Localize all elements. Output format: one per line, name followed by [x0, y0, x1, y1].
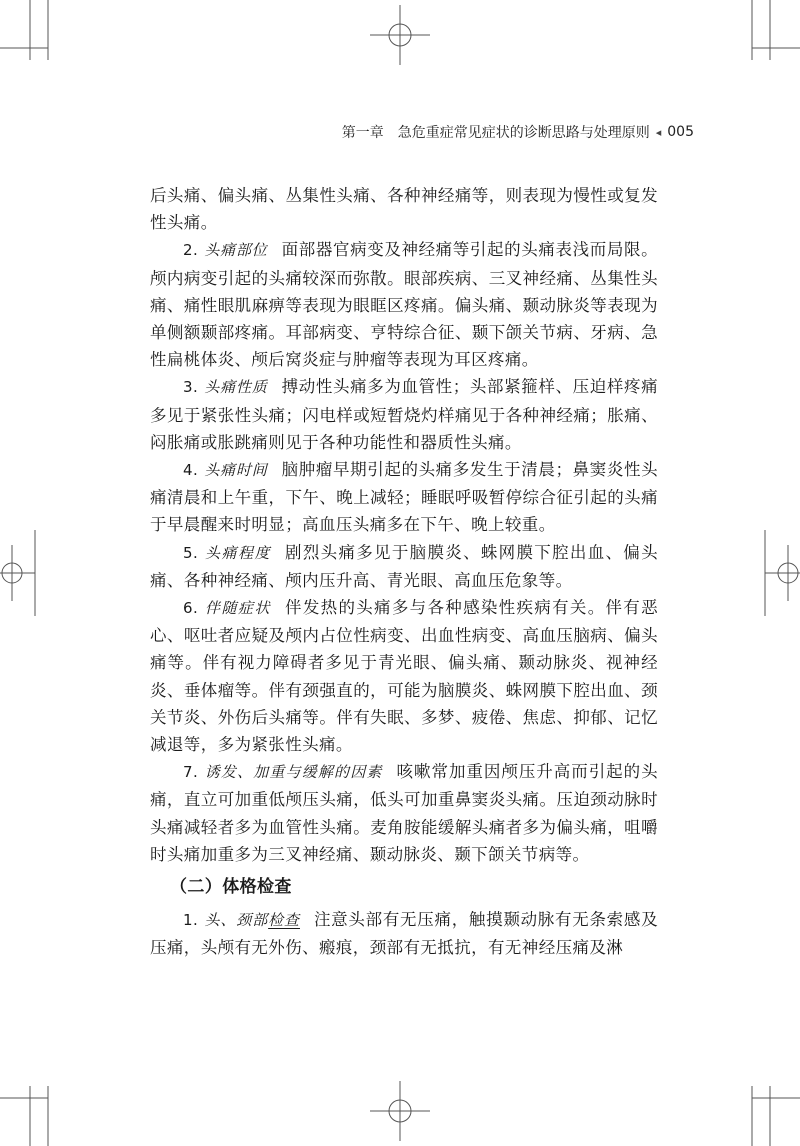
item-number: 5. — [183, 543, 199, 562]
exam-paragraph — [150, 906, 658, 961]
item-paragraph — [150, 456, 658, 539]
item-number: 7. — [183, 763, 199, 782]
item-number: 6. — [183, 599, 199, 618]
item-lead: 诱发、加重与缓解的因素 — [204, 763, 383, 782]
item-lead: 头痛部位 — [204, 241, 268, 260]
exam-lead: 头、颈部 — [204, 911, 269, 930]
exam-number: 1. — [183, 911, 199, 930]
item-text: 剧烈头痛多见于脑膜炎、蛛网膜下腔出血、偏头痛、各种神经痛、颅内压升高、青光眼、高血压危象等。 — [150, 542, 658, 590]
item-number: 3. — [183, 378, 199, 397]
page-number: 005 — [667, 124, 694, 140]
continuation-paragraph: 后头痛、偏头痛、丛集性头痛、各种神经痛等，则表现为慢性或复发性头痛。 — [150, 186, 658, 233]
item-number: 4. — [183, 461, 199, 480]
item-lead: 伴随症状 — [204, 599, 272, 618]
item-text: 咳嗽常加重因颅压升高而引起的头痛，直立可加重低颅压头痛，低头可加重鼻窦炎头痛。压迫颈动脉时头痛减轻者多为血管性头痛。麦角胺能缓解头痛者多为偏头痛，咀嚼时头痛加重多为三叉神经痛、颞动脉炎、颞下颌关节病等。 — [150, 762, 658, 864]
chapter-title: 急危重症常见症状的诊断思路与处理原则 — [397, 125, 650, 141]
item-text: 搏动性头痛多为血管性；头部紧箍样、压迫样疼痛多见于紧张性头痛；闪电样或短暂烧灼样痛见于各种神经痛；胀痛、闷胀痛或胀跳痛则见于各种功能性和器质性头痛。 — [150, 377, 658, 452]
running-header — [342, 122, 694, 142]
item-paragraph — [150, 373, 658, 456]
item-text: 伴发热的头痛多与各种感染性疾病有关。伴有恶心、呕吐者应疑及颅内占位性病变、出血性病变、高血压脑病、偏头痛等。伴有视力障碍者多见于青光眼、偏头痛、颞动脉炎、视神经炎、垂体瘤等。伴有颈强直的，可能为脑膜炎、蛛网膜下腔出血、颈关节炎、外伤后头痛等。伴有失眠、多梦、疲倦、焦虑、抑郁、记忆减退等，多为紧张性头痛。 — [150, 598, 658, 755]
chapter-label: 第一章 — [341, 125, 384, 141]
item-text: 脑肿瘤早期引起的头痛多发生于清晨；鼻窦炎性头痛清晨和上午重，下午、晚上减轻；睡眠呼吸暂停综合征引起的头痛于早晨醒来时明显；高血压头痛多在下午、晚上较重。 — [150, 460, 658, 535]
exam-text: 注意头部有无压痛，触摸颞动脉有无条索感及压痛，头颅有无外伤、瘢痕，颈部有无抵抗，有无神经压痛及淋 — [150, 910, 659, 958]
exam-lead-underlined: 检查 — [268, 911, 300, 930]
item-lead: 头痛时间 — [204, 461, 268, 480]
item-paragraph — [150, 758, 658, 868]
item-lead: 头痛性质 — [204, 378, 268, 397]
item-text: 面部器官病变及神经痛等引起的头痛表浅而局限。颅内病变引起的头痛较深而弥散。眼部疾病、三叉神经痛、丛集性头痛、痛性眼肌麻痹等表现为眼眶区疼痛。偏头痛、颞动脉炎等表现为单侧额颞部疼痛。耳部病变、亨特综合征、颞下颌关节病、牙病、急性扁桃体炎、颅后窝炎症与肿瘤等表现为耳区疼痛。 — [150, 240, 658, 370]
item-lead: 头痛程度 — [204, 543, 272, 562]
item-number: 2. — [183, 241, 199, 260]
section-heading: （二）体格检查 — [170, 877, 292, 898]
page-body — [150, 182, 658, 961]
item-paragraph — [150, 236, 658, 373]
item-paragraph — [150, 594, 658, 758]
header-arrow-icon: ◂ — [655, 125, 662, 139]
item-paragraph — [150, 539, 658, 594]
